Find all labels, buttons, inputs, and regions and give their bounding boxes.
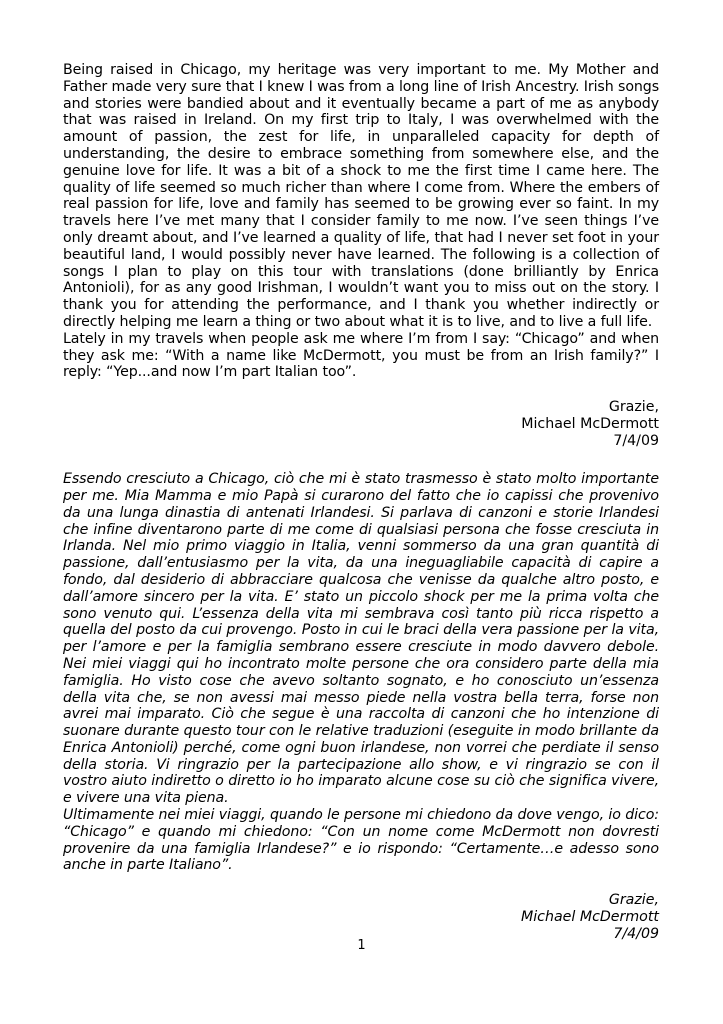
english-paragraph-1: Being raised in Chicago, my heritage was very important to me. My Mother and Father made very sure that I knew I was from a long line of Irish Ancestry. Irish songs and stories were bandied about and it eventually became a part of me as anybody that was raised in Ireland. On my first trip to Italy, I was overwhelmed with the amount of passion, the zest for life, in unparalleled capacity for depth of understanding, the desire to embrace something from somewhere else, and the genuine love for life. It was a bit of a shock to me the first time I came here. The quality of life seemed so much richer than where I come from. Where the embers of real passion for life, love and family has seemed to be growing ever so faint. In my travels here I’ve met many that I consider family to me now. I’ve seen things I’ve only dreamt about, and I’ve learned a quality of life, that had I never set foot in your beautiful land, I would possibly never have learned. The following is a collection of songs I plan to play on this tour with translations (done brilliantly by Enrica Antonioli), for as any good Irishman, I wouldn’t want you to miss out on the story. I thank you for attending the performance, and I thank you whether indirectly or directly helping me learn a thing or two about what it is to live, and to live a full life. [63, 62, 659, 330]
signature-name: Michael McDermott [521, 416, 659, 433]
signature-date: 7/4/09 [613, 433, 659, 450]
italian-signature [63, 892, 659, 943]
english-section [63, 62, 659, 450]
signature-date: 7/4/09 [613, 926, 659, 943]
italian-paragraph-1: Essendo cresciuto a Chicago, ciò che mi è stato trasmesso è stato molto importante per me. Mia Mamma e mio Papà si curarono del fatto che io capissi che provenivo da una lunga dinastia di antenati Irlandesi. Si parlava di canzoni e storie Irlandesi che infine diventarono parte di me come di qualsiasi persona che fosse cresciuta in Irlanda. Nel mio primo viaggio in Italia, venni sommerso da una gran quantità di passione, dall’entusiasmo per la vita, da una ineguagliabile capacità di capire a fondo, dal desiderio di abbracciare qualcosa che venisse da qualche altro posto, e dall’amore sincero per la vita. E’ stato un piccolo shock per me la prima volta che sono venuto qui. L’essenza della vita mi sembrava così tanto più ricca rispetto a quella del posto da cui provengo. Posto in cui le braci della vera passione per la vita, per l’amore e per la famiglia sembrano essere cresciute in modo davvero debole. Nei miei viaggi qui ho incontrato molte persone che ora considero parte della mia famiglia. Ho visto cose che avevo soltanto sognato, e ho conosciuto un’essenza della vita che, se non avessi mai messo piede nella vostra bella terra, forse non avrei mai imparato. Ciò che segue è una raccolta di canzoni che ho intenzione di suonare durante questo tour con le relative traduzioni (eseguite in modo brillante da Enrica Antonioli) perché, come ogni buon irlandese, non vorrei che perdiate il senso della storia. Vi ringrazio per la partecipazione allo show, e vi ringrazio se con il vostro aiuto indiretto o diretto io ho imparato alcune cose su ciò che significa vivere, e vivere una vita piena. [63, 471, 659, 807]
english-paragraph-2: Lately in my travels when people ask me where I’m from I say: “Chicago” and when they ask me: “With a name like McDermott, you must be from an Irish family?” I reply: “Yep...and now I’m part Italian too”. [63, 330, 659, 381]
italian-paragraph-2: Ultimamente nei miei viaggi, quando le persone mi chiedono da dove vengo, io dico: “Chicago” e quando mi chiedono: “Con un nome come McDermott non dovresti provenire da una famiglia Irlandese?” e io rispondo: “Certamente…e adesso sono anche in parte Italiano”. [63, 807, 659, 874]
page-number: 1 [357, 938, 366, 953]
italian-section [63, 471, 659, 943]
document-page [63, 62, 659, 943]
signature-closing: Grazie, [608, 399, 659, 416]
section-spacer [63, 450, 659, 471]
english-signature [63, 399, 659, 450]
signature-name: Michael McDermott [520, 909, 659, 926]
signature-closing: Grazie, [608, 892, 659, 909]
